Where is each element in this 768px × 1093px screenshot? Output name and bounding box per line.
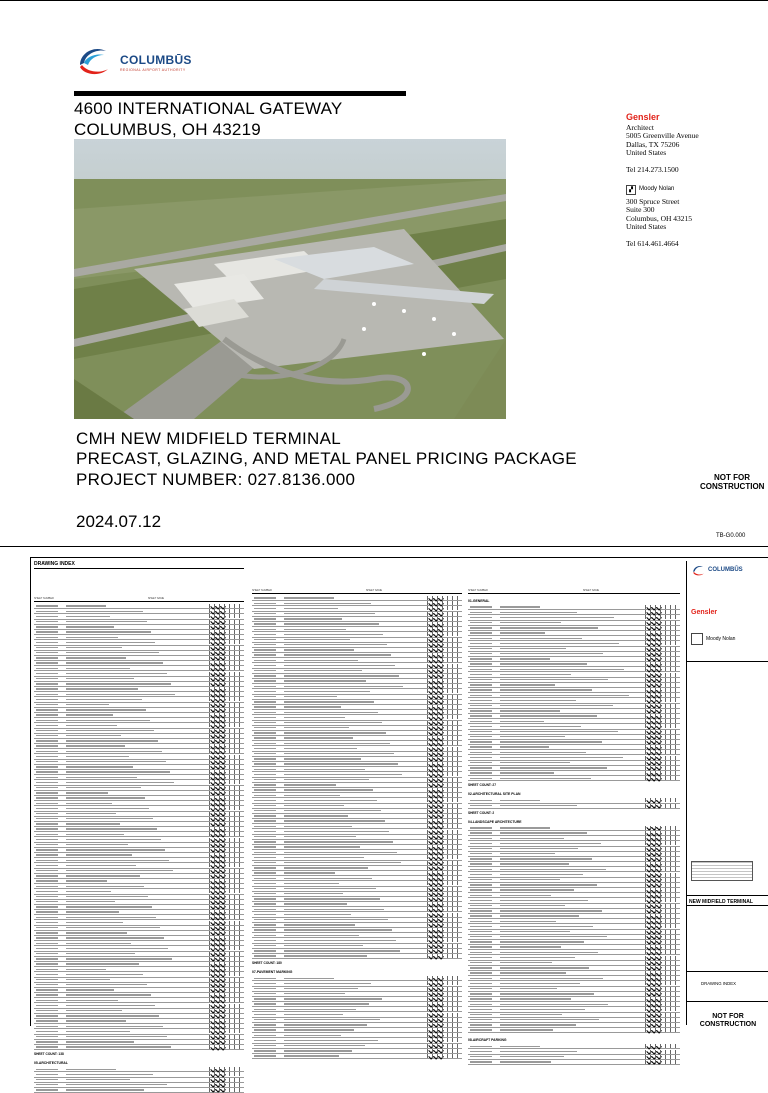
package-title: PRECAST, GLAZING, AND METAL PANEL PRICING PACKAGE bbox=[76, 449, 577, 468]
architect-country: United States bbox=[626, 148, 667, 158]
partner-suite: Suite 300 bbox=[626, 205, 655, 215]
partner-country: United States bbox=[626, 222, 667, 232]
index-row bbox=[468, 1028, 680, 1033]
issue-date: 2024.07.12 bbox=[76, 512, 162, 531]
index-rows bbox=[468, 798, 680, 808]
address-line-2: COLUMBUS, OH 43219 bbox=[74, 120, 261, 139]
partner-street: 300 Spruce Street bbox=[626, 196, 680, 206]
col-sheet-name: SHEET NAME bbox=[147, 597, 165, 600]
section-heading: 04-LANDSCAPE ARCHITECTURE bbox=[468, 819, 522, 824]
titleblock-moody-nolan bbox=[691, 633, 735, 645]
sheet-count: SHEET COUNT: 27 bbox=[468, 783, 496, 788]
index-row bbox=[34, 1088, 244, 1093]
index-column-headers bbox=[468, 589, 680, 594]
title-rule bbox=[74, 91, 406, 96]
titleblock-logo-word: COLUMBŪS bbox=[708, 567, 743, 573]
section-heading: 02-ARCHITECTURAL SITE PLAN bbox=[468, 792, 521, 797]
titleblock-not-for-construction: NOT FOR CONSTRUCTION bbox=[699, 1013, 757, 1028]
architect-tel: Tel 214.273.1500 bbox=[626, 164, 679, 174]
index-rows bbox=[252, 976, 462, 1059]
moody-nolan-mark-icon: ▞ bbox=[626, 185, 636, 195]
sheet-count: SHEET COUNT: 138 bbox=[34, 1052, 64, 1057]
drawing-index-sheet bbox=[0, 546, 768, 1066]
section-heading: 08-AIRCRAFT PARKING bbox=[468, 1038, 507, 1043]
moody-nolan-mark-icon bbox=[691, 633, 703, 645]
columbus-logo-icon bbox=[691, 563, 706, 578]
section-heading: 01-GENERAL bbox=[468, 599, 490, 603]
col-sheet-number: SHEET NUMBER bbox=[252, 589, 272, 592]
col-sheet-number: SHEET NUMBER bbox=[34, 597, 54, 600]
architect-street: 5005 Greenville Avenue bbox=[626, 131, 699, 141]
titleblock-project: NEW MIDFIELD TERMINAL bbox=[689, 899, 753, 905]
index-column-1 bbox=[34, 561, 244, 1066]
index-row bbox=[468, 776, 680, 781]
moody-nolan-name: Moody Nolan bbox=[639, 186, 675, 193]
titleblock-sheet-name: DRAWING INDEX bbox=[701, 981, 736, 986]
revision-table bbox=[691, 861, 753, 881]
moody-nolan-logo bbox=[626, 185, 699, 195]
title-block bbox=[686, 561, 768, 1028]
columbus-logo-icon bbox=[74, 41, 114, 81]
project-number: PROJECT NUMBER: 027.8136.000 bbox=[76, 470, 356, 489]
gensler-name: Gensler bbox=[626, 112, 660, 122]
titleblock-gensler: Gensler bbox=[691, 609, 718, 616]
index-row bbox=[252, 954, 462, 959]
aerial-rendering bbox=[74, 139, 506, 419]
index-title: DRAWING INDEX bbox=[34, 561, 244, 569]
titleblock-logo bbox=[691, 563, 751, 579]
cover-sheet-number: TB-G0.000 bbox=[716, 533, 746, 539]
index-column-2 bbox=[252, 561, 462, 1015]
index-rows bbox=[252, 596, 462, 959]
index-row bbox=[34, 1045, 244, 1050]
moody-nolan-label: Moody Nolan bbox=[706, 636, 736, 642]
col-sheet-number: SHEET NUMBER bbox=[468, 589, 488, 592]
partner-tel: Tel 614.461.4664 bbox=[626, 238, 679, 248]
section-heading: 07-PAVEMENT MARKING bbox=[252, 970, 293, 975]
partner-city: Columbus, OH 43215 bbox=[626, 213, 693, 223]
cover-sheet bbox=[0, 0, 768, 546]
index-column-headers bbox=[252, 589, 462, 594]
logo-subtitle: REGIONAL AIRPORT AUTHORITY bbox=[120, 68, 186, 72]
index-row bbox=[468, 804, 680, 809]
index-column-3 bbox=[468, 561, 680, 1043]
index-row bbox=[252, 1054, 462, 1059]
sheet-count: SHEET COUNT: 180 bbox=[252, 961, 282, 966]
index-rows bbox=[468, 1044, 680, 1065]
index-rows bbox=[468, 826, 680, 1034]
not-for-construction-stamp: NOT FOR CONSTRUCTION bbox=[700, 473, 765, 491]
sheet-count: SHEET COUNT: 2 bbox=[468, 810, 495, 815]
index-rows bbox=[34, 1067, 244, 1093]
index-rows bbox=[34, 604, 244, 1050]
index-rows bbox=[468, 605, 680, 781]
logo-word: COLUMBŪS bbox=[120, 53, 192, 67]
architect-city: Dallas, TX 75206 bbox=[626, 139, 680, 149]
index-row bbox=[468, 1060, 680, 1065]
address-line-1: 4600 INTERNATIONAL GATEWAY bbox=[74, 99, 343, 118]
columbus-logo bbox=[74, 41, 204, 81]
consultant-block bbox=[626, 113, 699, 249]
project-title: CMH NEW MIDFIELD TERMINAL bbox=[76, 429, 342, 448]
col-sheet-name: SHEET NAME bbox=[365, 589, 383, 592]
architect-role: Architect bbox=[626, 122, 654, 132]
index-column-headers bbox=[34, 597, 244, 602]
section-heading: 05-ARCHITECTURAL bbox=[34, 1061, 68, 1066]
col-sheet-name: SHEET NAME bbox=[582, 589, 600, 592]
